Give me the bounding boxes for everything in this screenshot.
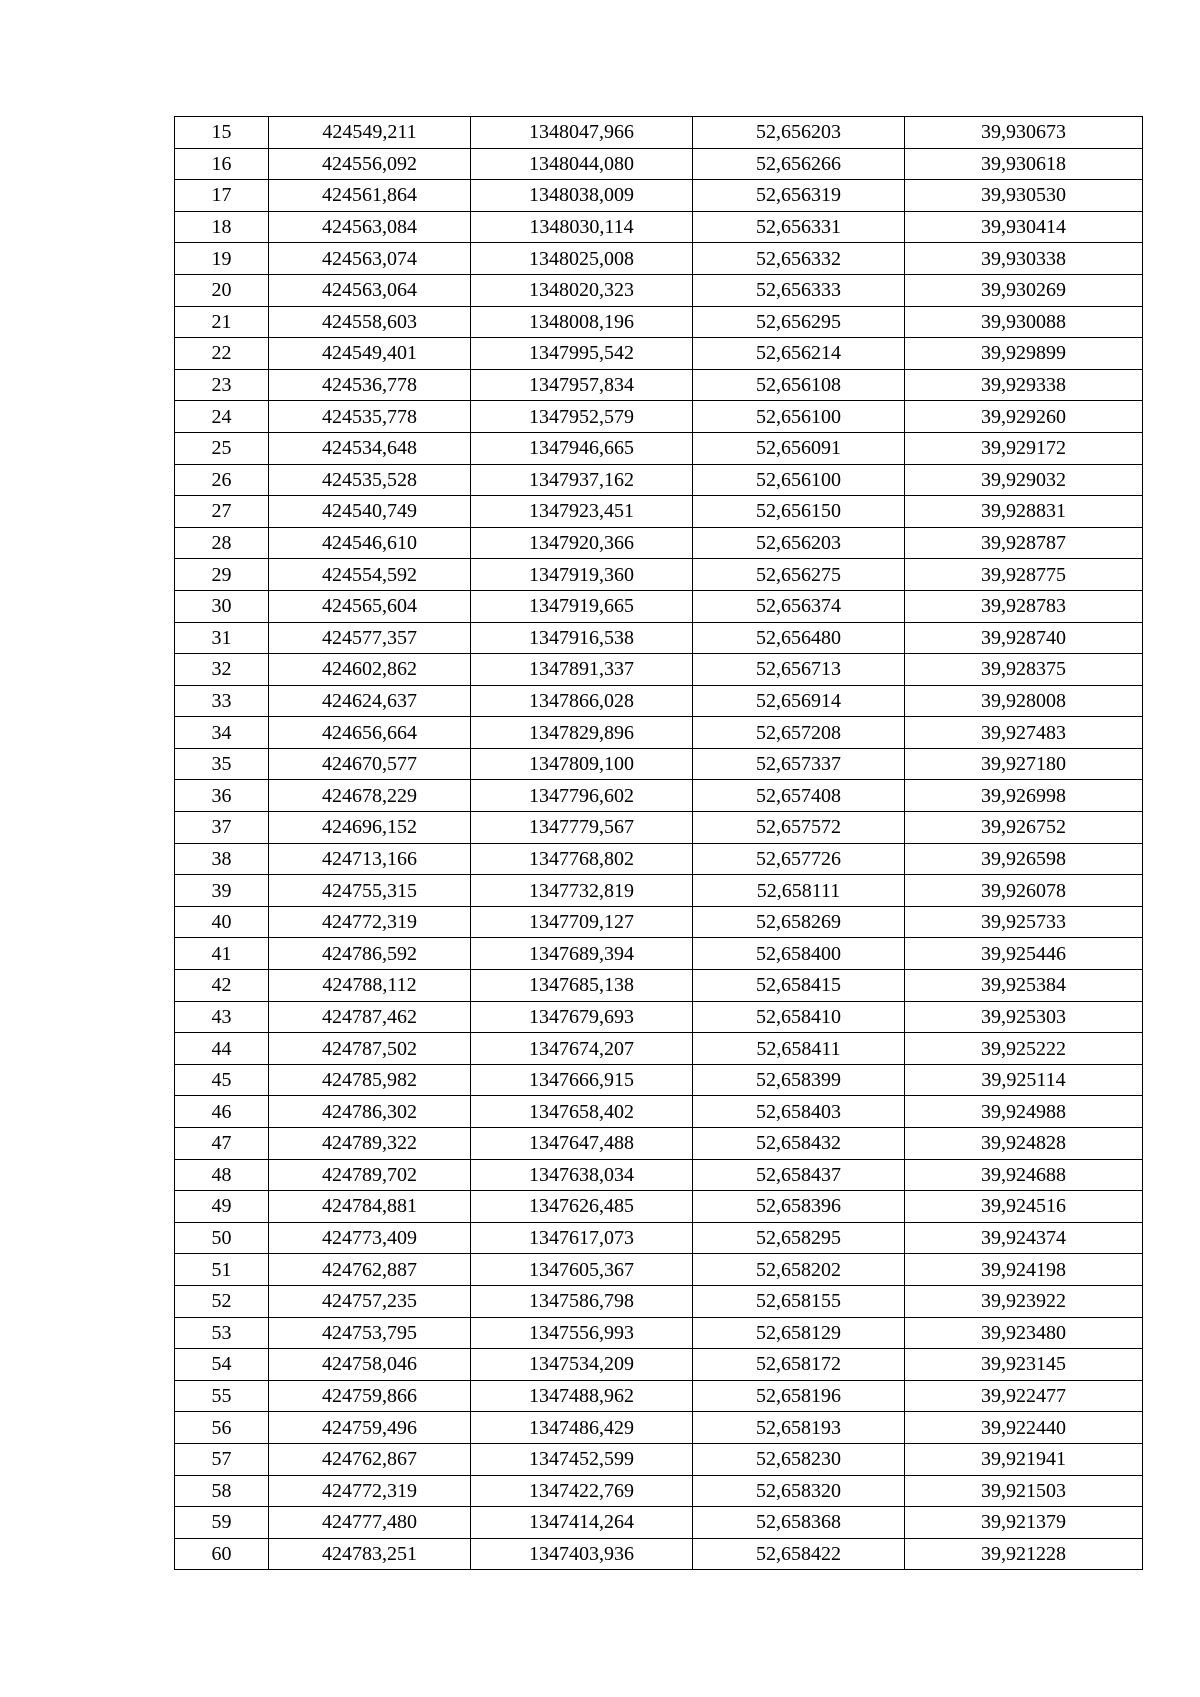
point-number-cell: 42 <box>175 970 269 1002</box>
point-number-cell: 33 <box>175 685 269 717</box>
x-coordinate-cell: 424789,702 <box>269 1159 471 1191</box>
latitude-cell: 52,656091 <box>693 432 905 464</box>
point-number-cell: 30 <box>175 590 269 622</box>
x-coordinate-cell: 424546,610 <box>269 527 471 559</box>
latitude-cell: 52,658230 <box>693 1443 905 1475</box>
x-coordinate-cell: 424762,887 <box>269 1254 471 1286</box>
latitude-cell: 52,656100 <box>693 464 905 496</box>
longitude-cell: 39,928831 <box>905 496 1143 528</box>
x-coordinate-cell: 424563,064 <box>269 274 471 306</box>
longitude-cell: 39,924374 <box>905 1222 1143 1254</box>
x-coordinate-cell: 424755,315 <box>269 875 471 907</box>
y-coordinate-cell: 1348008,196 <box>471 306 693 338</box>
table-row <box>175 338 1143 370</box>
point-number-cell: 27 <box>175 496 269 528</box>
point-number-cell: 53 <box>175 1317 269 1349</box>
point-number-cell: 23 <box>175 369 269 401</box>
x-coordinate-cell: 424678,229 <box>269 780 471 812</box>
x-coordinate-cell: 424783,251 <box>269 1538 471 1570</box>
latitude-cell: 52,656713 <box>693 654 905 686</box>
x-coordinate-cell: 424772,319 <box>269 1475 471 1507</box>
table-row <box>175 306 1143 338</box>
x-coordinate-cell: 424558,603 <box>269 306 471 338</box>
latitude-cell: 52,658410 <box>693 1001 905 1033</box>
x-coordinate-cell: 424536,778 <box>269 369 471 401</box>
latitude-cell: 52,658396 <box>693 1191 905 1223</box>
latitude-cell: 52,658422 <box>693 1538 905 1570</box>
table-row <box>175 1096 1143 1128</box>
latitude-cell: 52,658368 <box>693 1507 905 1539</box>
longitude-cell: 39,928783 <box>905 590 1143 622</box>
point-number-cell: 38 <box>175 843 269 875</box>
point-number-cell: 29 <box>175 559 269 591</box>
longitude-cell: 39,925222 <box>905 1033 1143 1065</box>
x-coordinate-cell: 424535,778 <box>269 401 471 433</box>
latitude-cell: 52,658399 <box>693 1064 905 1096</box>
x-coordinate-cell: 424563,084 <box>269 211 471 243</box>
y-coordinate-cell: 1347866,028 <box>471 685 693 717</box>
table-row <box>175 1412 1143 1444</box>
longitude-cell: 39,929172 <box>905 432 1143 464</box>
latitude-cell: 52,656333 <box>693 274 905 306</box>
longitude-cell: 39,927180 <box>905 748 1143 780</box>
point-number-cell: 50 <box>175 1222 269 1254</box>
point-number-cell: 45 <box>175 1064 269 1096</box>
longitude-cell: 39,921379 <box>905 1507 1143 1539</box>
x-coordinate-cell: 424577,357 <box>269 622 471 654</box>
longitude-cell: 39,928775 <box>905 559 1143 591</box>
longitude-cell: 39,923922 <box>905 1285 1143 1317</box>
x-coordinate-cell: 424602,862 <box>269 654 471 686</box>
y-coordinate-cell: 1347919,360 <box>471 559 693 591</box>
y-coordinate-cell: 1347658,402 <box>471 1096 693 1128</box>
y-coordinate-cell: 1347486,429 <box>471 1412 693 1444</box>
table-row <box>175 527 1143 559</box>
longitude-cell: 39,930530 <box>905 180 1143 212</box>
table-row <box>175 1128 1143 1160</box>
point-number-cell: 15 <box>175 117 269 149</box>
table-row <box>175 622 1143 654</box>
y-coordinate-cell: 1347403,936 <box>471 1538 693 1570</box>
latitude-cell: 52,656295 <box>693 306 905 338</box>
point-number-cell: 52 <box>175 1285 269 1317</box>
latitude-cell: 52,656332 <box>693 243 905 275</box>
y-coordinate-cell: 1347796,602 <box>471 780 693 812</box>
longitude-cell: 39,929338 <box>905 369 1143 401</box>
point-number-cell: 56 <box>175 1412 269 1444</box>
point-number-cell: 58 <box>175 1475 269 1507</box>
point-number-cell: 46 <box>175 1096 269 1128</box>
y-coordinate-cell: 1347586,798 <box>471 1285 693 1317</box>
y-coordinate-cell: 1347638,034 <box>471 1159 693 1191</box>
x-coordinate-cell: 424777,480 <box>269 1507 471 1539</box>
x-coordinate-cell: 424696,152 <box>269 812 471 844</box>
y-coordinate-cell: 1348044,080 <box>471 148 693 180</box>
y-coordinate-cell: 1347779,567 <box>471 812 693 844</box>
y-coordinate-cell: 1347891,337 <box>471 654 693 686</box>
point-number-cell: 41 <box>175 938 269 970</box>
table-row <box>175 938 1143 970</box>
y-coordinate-cell: 1347952,579 <box>471 401 693 433</box>
y-coordinate-cell: 1347829,896 <box>471 717 693 749</box>
point-number-cell: 55 <box>175 1380 269 1412</box>
x-coordinate-cell: 424773,409 <box>269 1222 471 1254</box>
point-number-cell: 48 <box>175 1159 269 1191</box>
point-number-cell: 28 <box>175 527 269 559</box>
table-row <box>175 1064 1143 1096</box>
latitude-cell: 52,656275 <box>693 559 905 591</box>
latitude-cell: 52,658403 <box>693 1096 905 1128</box>
longitude-cell: 39,930338 <box>905 243 1143 275</box>
y-coordinate-cell: 1347488,962 <box>471 1380 693 1412</box>
x-coordinate-cell: 424670,577 <box>269 748 471 780</box>
table-row <box>175 211 1143 243</box>
latitude-cell: 52,658295 <box>693 1222 905 1254</box>
longitude-cell: 39,930088 <box>905 306 1143 338</box>
y-coordinate-cell: 1347674,207 <box>471 1033 693 1065</box>
y-coordinate-cell: 1347689,394 <box>471 938 693 970</box>
table-row <box>175 401 1143 433</box>
x-coordinate-cell: 424789,322 <box>269 1128 471 1160</box>
y-coordinate-cell: 1347937,162 <box>471 464 693 496</box>
table-row <box>175 432 1143 464</box>
y-coordinate-cell: 1348025,008 <box>471 243 693 275</box>
x-coordinate-cell: 424786,592 <box>269 938 471 970</box>
point-number-cell: 59 <box>175 1507 269 1539</box>
latitude-cell: 52,658202 <box>693 1254 905 1286</box>
y-coordinate-cell: 1348030,114 <box>471 211 693 243</box>
latitude-cell: 52,658129 <box>693 1317 905 1349</box>
table-row <box>175 1507 1143 1539</box>
point-number-cell: 47 <box>175 1128 269 1160</box>
point-number-cell: 54 <box>175 1349 269 1381</box>
longitude-cell: 39,921228 <box>905 1538 1143 1570</box>
point-number-cell: 18 <box>175 211 269 243</box>
latitude-cell: 52,656203 <box>693 117 905 149</box>
table-row <box>175 117 1143 149</box>
point-number-cell: 21 <box>175 306 269 338</box>
longitude-cell: 39,928008 <box>905 685 1143 717</box>
latitude-cell: 52,658111 <box>693 875 905 907</box>
y-coordinate-cell: 1347617,073 <box>471 1222 693 1254</box>
table-row <box>175 1475 1143 1507</box>
y-coordinate-cell: 1347920,366 <box>471 527 693 559</box>
table-row <box>175 717 1143 749</box>
point-number-cell: 43 <box>175 1001 269 1033</box>
latitude-cell: 52,656100 <box>693 401 905 433</box>
longitude-cell: 39,926998 <box>905 780 1143 812</box>
x-coordinate-cell: 424556,092 <box>269 148 471 180</box>
point-number-cell: 34 <box>175 717 269 749</box>
x-coordinate-cell: 424787,462 <box>269 1001 471 1033</box>
longitude-cell: 39,929260 <box>905 401 1143 433</box>
table-row <box>175 464 1143 496</box>
latitude-cell: 52,656108 <box>693 369 905 401</box>
longitude-cell: 39,924198 <box>905 1254 1143 1286</box>
y-coordinate-cell: 1347626,485 <box>471 1191 693 1223</box>
x-coordinate-cell: 424786,302 <box>269 1096 471 1128</box>
latitude-cell: 52,658437 <box>693 1159 905 1191</box>
y-coordinate-cell: 1347923,451 <box>471 496 693 528</box>
x-coordinate-cell: 424759,496 <box>269 1412 471 1444</box>
point-number-cell: 35 <box>175 748 269 780</box>
latitude-cell: 52,658193 <box>693 1412 905 1444</box>
latitude-cell: 52,657337 <box>693 748 905 780</box>
longitude-cell: 39,929032 <box>905 464 1143 496</box>
point-number-cell: 49 <box>175 1191 269 1223</box>
x-coordinate-cell: 424565,604 <box>269 590 471 622</box>
point-number-cell: 44 <box>175 1033 269 1065</box>
x-coordinate-cell: 424534,648 <box>269 432 471 464</box>
longitude-cell: 39,930414 <box>905 211 1143 243</box>
point-number-cell: 16 <box>175 148 269 180</box>
longitude-cell: 39,928740 <box>905 622 1143 654</box>
y-coordinate-cell: 1347556,993 <box>471 1317 693 1349</box>
latitude-cell: 52,658411 <box>693 1033 905 1065</box>
longitude-cell: 39,930618 <box>905 148 1143 180</box>
longitude-cell: 39,926078 <box>905 875 1143 907</box>
longitude-cell: 39,928375 <box>905 654 1143 686</box>
x-coordinate-cell: 424785,982 <box>269 1064 471 1096</box>
coordinates-table <box>174 116 1143 1570</box>
longitude-cell: 39,925733 <box>905 906 1143 938</box>
longitude-cell: 39,922440 <box>905 1412 1143 1444</box>
point-number-cell: 25 <box>175 432 269 464</box>
table-row <box>175 906 1143 938</box>
y-coordinate-cell: 1347422,769 <box>471 1475 693 1507</box>
longitude-cell: 39,930673 <box>905 117 1143 149</box>
point-number-cell: 37 <box>175 812 269 844</box>
longitude-cell: 39,927483 <box>905 717 1143 749</box>
point-number-cell: 36 <box>175 780 269 812</box>
point-number-cell: 17 <box>175 180 269 212</box>
y-coordinate-cell: 1347685,138 <box>471 970 693 1002</box>
latitude-cell: 52,657208 <box>693 717 905 749</box>
table-row <box>175 180 1143 212</box>
y-coordinate-cell: 1347732,819 <box>471 875 693 907</box>
point-number-cell: 31 <box>175 622 269 654</box>
latitude-cell: 52,656150 <box>693 496 905 528</box>
point-number-cell: 22 <box>175 338 269 370</box>
x-coordinate-cell: 424656,664 <box>269 717 471 749</box>
x-coordinate-cell: 424624,637 <box>269 685 471 717</box>
x-coordinate-cell: 424563,074 <box>269 243 471 275</box>
longitude-cell: 39,925114 <box>905 1064 1143 1096</box>
longitude-cell: 39,925446 <box>905 938 1143 970</box>
y-coordinate-cell: 1347666,915 <box>471 1064 693 1096</box>
y-coordinate-cell: 1348038,009 <box>471 180 693 212</box>
table-row <box>175 1538 1143 1570</box>
x-coordinate-cell: 424554,592 <box>269 559 471 591</box>
longitude-cell: 39,929899 <box>905 338 1143 370</box>
longitude-cell: 39,924688 <box>905 1159 1143 1191</box>
longitude-cell: 39,925384 <box>905 970 1143 1002</box>
x-coordinate-cell: 424535,528 <box>269 464 471 496</box>
latitude-cell: 52,658172 <box>693 1349 905 1381</box>
point-number-cell: 39 <box>175 875 269 907</box>
x-coordinate-cell: 424713,166 <box>269 843 471 875</box>
y-coordinate-cell: 1347919,665 <box>471 590 693 622</box>
longitude-cell: 39,924516 <box>905 1191 1143 1223</box>
table-row <box>175 1317 1143 1349</box>
x-coordinate-cell: 424762,867 <box>269 1443 471 1475</box>
table-row <box>175 1159 1143 1191</box>
y-coordinate-cell: 1347452,599 <box>471 1443 693 1475</box>
table-row <box>175 1380 1143 1412</box>
latitude-cell: 52,658196 <box>693 1380 905 1412</box>
x-coordinate-cell: 424784,881 <box>269 1191 471 1223</box>
x-coordinate-cell: 424758,046 <box>269 1349 471 1381</box>
latitude-cell: 52,658320 <box>693 1475 905 1507</box>
y-coordinate-cell: 1347534,209 <box>471 1349 693 1381</box>
latitude-cell: 52,656319 <box>693 180 905 212</box>
longitude-cell: 39,930269 <box>905 274 1143 306</box>
y-coordinate-cell: 1347995,542 <box>471 338 693 370</box>
table-row <box>175 654 1143 686</box>
latitude-cell: 52,656480 <box>693 622 905 654</box>
longitude-cell: 39,926598 <box>905 843 1143 875</box>
point-number-cell: 40 <box>175 906 269 938</box>
x-coordinate-cell: 424757,235 <box>269 1285 471 1317</box>
y-coordinate-cell: 1347605,367 <box>471 1254 693 1286</box>
table-row <box>175 496 1143 528</box>
latitude-cell: 52,658269 <box>693 906 905 938</box>
latitude-cell: 52,656914 <box>693 685 905 717</box>
table-row <box>175 369 1143 401</box>
latitude-cell: 52,658155 <box>693 1285 905 1317</box>
table-row <box>175 148 1143 180</box>
point-number-cell: 32 <box>175 654 269 686</box>
y-coordinate-cell: 1347679,693 <box>471 1001 693 1033</box>
table-row <box>175 685 1143 717</box>
latitude-cell: 52,658400 <box>693 938 905 970</box>
y-coordinate-cell: 1348020,323 <box>471 274 693 306</box>
table-row <box>175 1443 1143 1475</box>
latitude-cell: 52,656214 <box>693 338 905 370</box>
longitude-cell: 39,923480 <box>905 1317 1143 1349</box>
point-number-cell: 57 <box>175 1443 269 1475</box>
table-row <box>175 243 1143 275</box>
x-coordinate-cell: 424788,112 <box>269 970 471 1002</box>
table-row <box>175 1254 1143 1286</box>
point-number-cell: 26 <box>175 464 269 496</box>
y-coordinate-cell: 1347647,488 <box>471 1128 693 1160</box>
table-row <box>175 1285 1143 1317</box>
x-coordinate-cell: 424549,211 <box>269 117 471 149</box>
latitude-cell: 52,657572 <box>693 812 905 844</box>
x-coordinate-cell: 424753,795 <box>269 1317 471 1349</box>
point-number-cell: 20 <box>175 274 269 306</box>
x-coordinate-cell: 424561,864 <box>269 180 471 212</box>
table-row <box>175 1001 1143 1033</box>
table-row <box>175 843 1143 875</box>
point-number-cell: 19 <box>175 243 269 275</box>
latitude-cell: 52,656331 <box>693 211 905 243</box>
table-row <box>175 1191 1143 1223</box>
table-row <box>175 590 1143 622</box>
x-coordinate-cell: 424549,401 <box>269 338 471 370</box>
y-coordinate-cell: 1347957,834 <box>471 369 693 401</box>
table-row <box>175 748 1143 780</box>
point-number-cell: 60 <box>175 1538 269 1570</box>
y-coordinate-cell: 1347916,538 <box>471 622 693 654</box>
y-coordinate-cell: 1347709,127 <box>471 906 693 938</box>
longitude-cell: 39,921503 <box>905 1475 1143 1507</box>
latitude-cell: 52,656374 <box>693 590 905 622</box>
longitude-cell: 39,924988 <box>905 1096 1143 1128</box>
latitude-cell: 52,656266 <box>693 148 905 180</box>
longitude-cell: 39,923145 <box>905 1349 1143 1381</box>
y-coordinate-cell: 1347809,100 <box>471 748 693 780</box>
y-coordinate-cell: 1347414,264 <box>471 1507 693 1539</box>
point-number-cell: 24 <box>175 401 269 433</box>
point-number-cell: 51 <box>175 1254 269 1286</box>
longitude-cell: 39,925303 <box>905 1001 1143 1033</box>
longitude-cell: 39,921941 <box>905 1443 1143 1475</box>
y-coordinate-cell: 1347768,802 <box>471 843 693 875</box>
table-row <box>175 1222 1143 1254</box>
latitude-cell: 52,657408 <box>693 780 905 812</box>
latitude-cell: 52,658415 <box>693 970 905 1002</box>
latitude-cell: 52,656203 <box>693 527 905 559</box>
latitude-cell: 52,657726 <box>693 843 905 875</box>
table-row <box>175 1033 1143 1065</box>
table-row <box>175 812 1143 844</box>
table-row <box>175 875 1143 907</box>
x-coordinate-cell: 424759,866 <box>269 1380 471 1412</box>
y-coordinate-cell: 1348047,966 <box>471 117 693 149</box>
coordinates-table-body <box>175 117 1143 1570</box>
table-row <box>175 1349 1143 1381</box>
table-row <box>175 970 1143 1002</box>
table-row <box>175 274 1143 306</box>
longitude-cell: 39,922477 <box>905 1380 1143 1412</box>
longitude-cell: 39,926752 <box>905 812 1143 844</box>
longitude-cell: 39,928787 <box>905 527 1143 559</box>
x-coordinate-cell: 424540,749 <box>269 496 471 528</box>
table-row <box>175 780 1143 812</box>
table-row <box>175 559 1143 591</box>
longitude-cell: 39,924828 <box>905 1128 1143 1160</box>
latitude-cell: 52,658432 <box>693 1128 905 1160</box>
x-coordinate-cell: 424787,502 <box>269 1033 471 1065</box>
x-coordinate-cell: 424772,319 <box>269 906 471 938</box>
y-coordinate-cell: 1347946,665 <box>471 432 693 464</box>
